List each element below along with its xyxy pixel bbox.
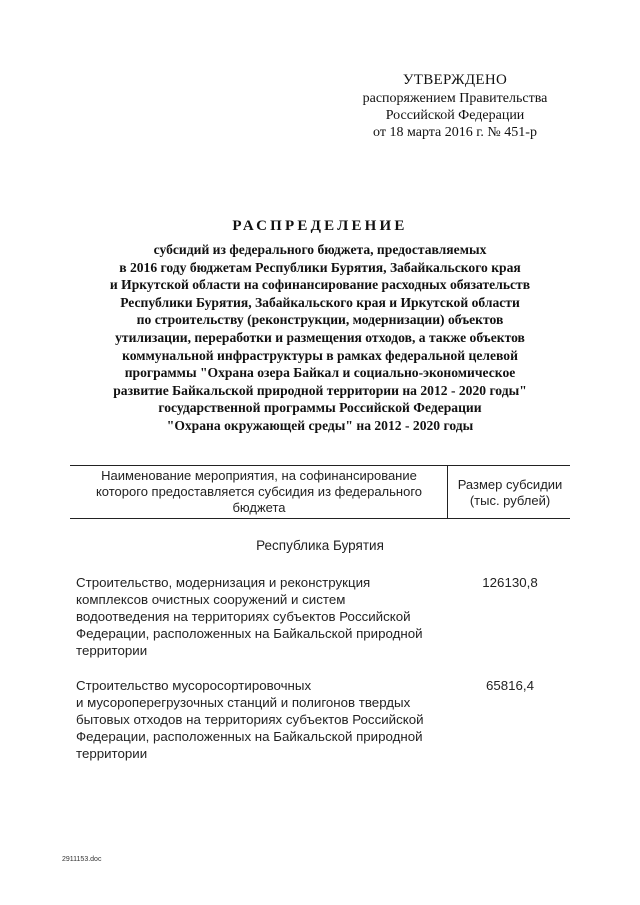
- subtitle-line: развитие Байкальской природной территории на 2012 - 2020 годы": [113, 382, 527, 398]
- table-top-rule: [70, 465, 570, 466]
- subtitle-line: государственной программы Российской Федерации: [158, 400, 482, 416]
- subtitle-line: по строительству (реконструкции, модернизации) объектов: [136, 312, 504, 328]
- subtitle-line: в 2016 году бюджетам Республики Бурятия, Забайкальского края: [119, 259, 521, 275]
- approval-date-number: от 18 марта 2016 г. № 451-р: [373, 125, 537, 140]
- row-amount: 126130,8: [482, 575, 538, 590]
- approval-government: Российской Федерации: [385, 108, 525, 123]
- subtitle-line: "Охрана окружающей среды" на 2012 - 2020 годы: [166, 417, 474, 433]
- subtitle-line: субсидий из федерального бюджета, предоставляемых: [153, 242, 487, 257]
- column-header-name: Наименование мероприятия, на софинансирование которого предоставляется субсидия из федерального бюджета: [95, 468, 423, 515]
- file-reference: 2911153.doc: [62, 856, 102, 863]
- document-title: РАСПРЕДЕЛЕНИЕ: [232, 218, 408, 234]
- subtitle-line: и Иркутской области на софинансирование расходных обязательств: [109, 277, 531, 293]
- row-amount: 65816,4: [485, 678, 535, 693]
- row-description: Строительство, модернизация и реконструкция комплексов очистных сооружений и систем водоотведения на территориях субъектов Российской Федерации, расположенных на Байкальской природной территории: [76, 575, 423, 658]
- subtitle-line: коммунальной инфраструктуры в рамках федеральной целевой: [122, 347, 518, 363]
- row-description: Строительство мусоросортировочных и мусороперегрузочных станций и полигонов твердых бытовых отходов на территориях субъектов Российской Федерации, расположенных на Байкальской природной территории: [76, 678, 424, 761]
- document-subtitle: [60, 241, 580, 435]
- approval-stamp: УТВЕРЖДЕНО: [402, 72, 508, 88]
- approval-authority: распоряжением Правительства: [362, 91, 548, 106]
- table-column-divider: [447, 465, 448, 518]
- subtitle-line: утилизации, переработки и размещения отходов, а также объектов: [115, 329, 525, 345]
- document-heading: [60, 218, 580, 435]
- column-header-amount: Размер субсидии (тыс. рублей): [457, 477, 563, 508]
- region-heading: Республика Бурятия: [256, 538, 384, 553]
- approval-block: [340, 72, 570, 141]
- table-header-rule: [70, 518, 570, 519]
- subtitle-line: Республики Бурятия, Забайкальского края и Иркутской области: [120, 294, 520, 310]
- subtitle-line: программы "Охрана озера Байкал и социально-экономическое: [124, 365, 516, 381]
